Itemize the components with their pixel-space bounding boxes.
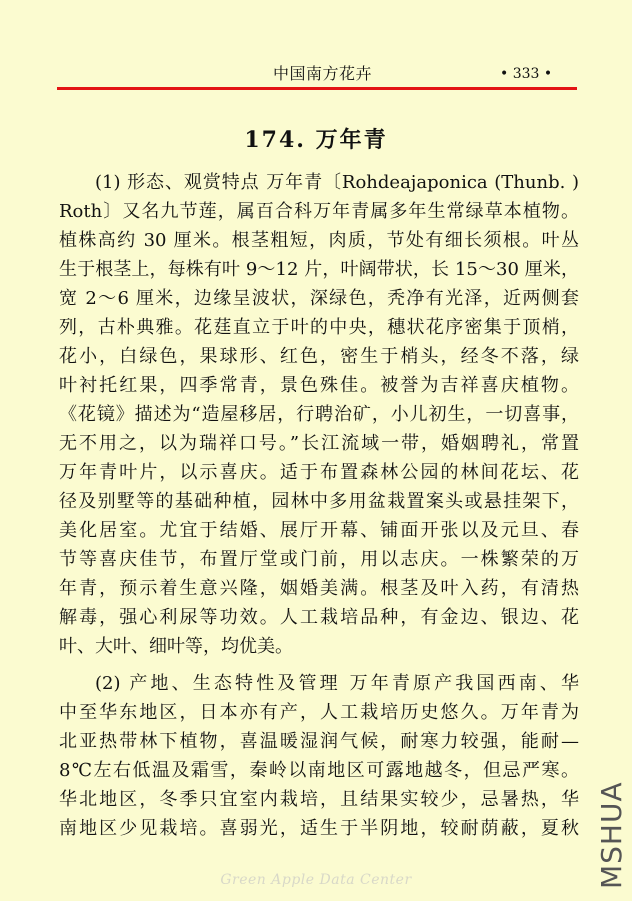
header-rule bbox=[57, 87, 577, 90]
text-line: Roth〕又名九节莲，属百合科万年青属多年生常绿草本植物。 bbox=[59, 201, 579, 222]
text-line: 径及别墅等的基础种植，园林中多用盆栽置案头或悬挂架下， bbox=[59, 491, 579, 512]
side-watermark: MSHUA bbox=[595, 781, 628, 889]
text-line: 美化居室。尤宜于结婚、展厅开幕、铺面开张以及元旦、春 bbox=[59, 520, 579, 541]
text-line: 生于根茎上，每株有叶 9～12 片，叶阔带状，长 15～30 厘米， bbox=[59, 259, 579, 280]
text-line: 叶、大叶、细叶等，均优美。 bbox=[59, 636, 293, 657]
text-line: 中至华东地区，日本亦有产，人工栽培历史悠久。万年青为 bbox=[59, 702, 579, 723]
paragraph-gap bbox=[59, 661, 579, 669]
page-number: • 333 • bbox=[500, 66, 553, 82]
text-line: 叶衬托红果，四季常青，景色殊佳。被誉为吉祥喜庆植物。 bbox=[59, 375, 579, 396]
body-text bbox=[59, 168, 579, 843]
watermark: Green Apple Data Center bbox=[220, 872, 412, 888]
text-line: 花小，白绿色，果球形、红色，密生于梢头，经冬不落，绿 bbox=[59, 346, 579, 367]
paragraph-morphology bbox=[59, 168, 579, 661]
text-line: (2) 产地、生态特性及管理 万年青原产我国西南、华 bbox=[95, 673, 579, 694]
text-line: 年青，预示着生意兴隆，姻婚美满。根茎及叶入药，有清热 bbox=[59, 578, 579, 599]
text-line: 植株高约 30 厘米。根茎粗短，肉质，节处有细长须根。叶丛 bbox=[59, 230, 579, 251]
text-line: (1) 形态、观赏特点 万年青〔Rohdeajaponica (Thunb. ) bbox=[95, 172, 579, 193]
text-line: 万年青叶片，以示喜庆。适于布置森林公园的林间花坛、花 bbox=[59, 462, 579, 483]
text-line: 8℃左右低温及霜雪，秦岭以南地区可露地越冬，但忌严寒。 bbox=[59, 760, 579, 781]
paragraph-habitat bbox=[59, 669, 579, 843]
running-title: 中国南方花卉 bbox=[273, 64, 373, 83]
section-title: 174. 万年青 bbox=[244, 127, 388, 153]
text-line: 《花镜》描述为“造屋移居，行聘治矿，小儿初生，一切喜事， bbox=[59, 404, 579, 425]
text-line: 南地区少见栽培。喜弱光，适生于半阴地，较耐荫蔽，夏秋 bbox=[59, 818, 579, 839]
text-line: 解毒，强心利尿等功效。人工栽培品种，有金边、银边、花 bbox=[59, 607, 579, 628]
text-line: 华北地区，冬季只宜室内栽培，且结果实较少，忌暑热，华 bbox=[59, 789, 579, 810]
text-line: 宽 2～6 厘米，边缘呈波状，深绿色，秃净有光泽，近两侧套 bbox=[59, 288, 579, 309]
text-line: 无不用之，以为瑞祥口号。”长江流域一带，婚姻聘礼，常置 bbox=[59, 433, 579, 454]
text-line: 北亚热带林下植物，喜温暖湿润气候，耐寒力较强，能耐— bbox=[59, 731, 579, 752]
text-line: 节等喜庆佳节，布置厅堂或门前，用以志庆。一株繁荣的万 bbox=[59, 549, 579, 570]
text-line: 列，古朴典雅。花莛直立于叶的中央，穗状花序密集于顶梢， bbox=[59, 317, 579, 338]
